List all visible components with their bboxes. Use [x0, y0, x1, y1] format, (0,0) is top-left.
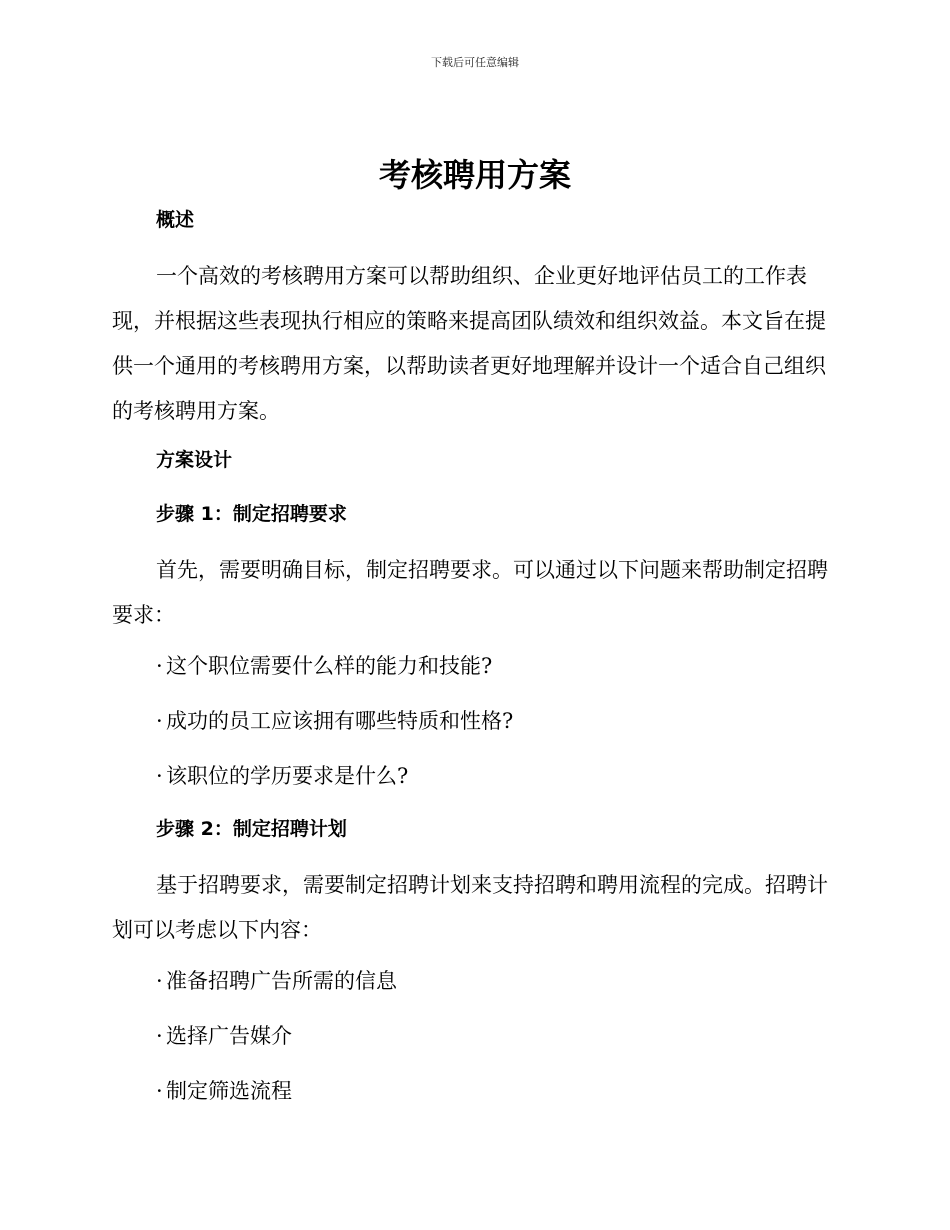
- list-item-text: 选择广告媒介: [166, 1024, 292, 1048]
- list-item-text: 制定筛选流程: [166, 1079, 292, 1103]
- document-body: [112, 200, 832, 1124]
- list-item-text: 这个职位需要什么样的能力和技能?: [166, 654, 493, 678]
- list-item: [156, 644, 832, 699]
- step2-heading: 步骤 2：制定招聘计划: [156, 818, 347, 840]
- bullet-icon: ·: [156, 1079, 163, 1103]
- list-item-text: 成功的员工应该拥有哪些特质和性格?: [166, 709, 514, 733]
- bullet-icon: ·: [156, 764, 163, 788]
- step2-paragraph: 基于招聘要求，需要制定招聘计划来支持招聘和聘用流程的完成。招聘计划可以考虑以下内容：: [112, 873, 828, 942]
- bullet-icon: ·: [156, 1024, 163, 1048]
- list-item-text: 该职位的学历要求是什么?: [166, 764, 409, 788]
- list-item: [156, 1069, 832, 1124]
- document-title: 考核聘用方案: [378, 156, 571, 194]
- bullet-icon: ·: [156, 654, 163, 678]
- header-note: 下载后可任意编辑: [431, 56, 519, 69]
- overview-heading: 概述: [156, 209, 195, 231]
- overview-paragraph: 一个高效的考核聘用方案可以帮助组织、企业更好地评估员工的工作表现，并根据这些表现执行相应的策略来提高团队绩效和组织效益。本文旨在提供一个通用的考核聘用方案，以帮助读者更好地理解并设计一个适合自己组织的考核聘用方案。: [112, 264, 826, 423]
- step1-heading: 步骤 1：制定招聘要求: [156, 503, 347, 525]
- step1-paragraph: 首先，需要明确目标，制定招聘要求。可以通过以下问题来帮助制定招聘要求：: [112, 558, 828, 627]
- list-item: [156, 754, 832, 809]
- bullet-icon: ·: [156, 709, 163, 733]
- list-item-text: 准备招聘广告所需的信息: [166, 969, 397, 993]
- bullet-icon: ·: [156, 969, 163, 993]
- list-item: [156, 699, 832, 754]
- design-heading: 方案设计: [156, 449, 233, 471]
- list-item: [156, 959, 832, 1014]
- list-item: [156, 1014, 832, 1069]
